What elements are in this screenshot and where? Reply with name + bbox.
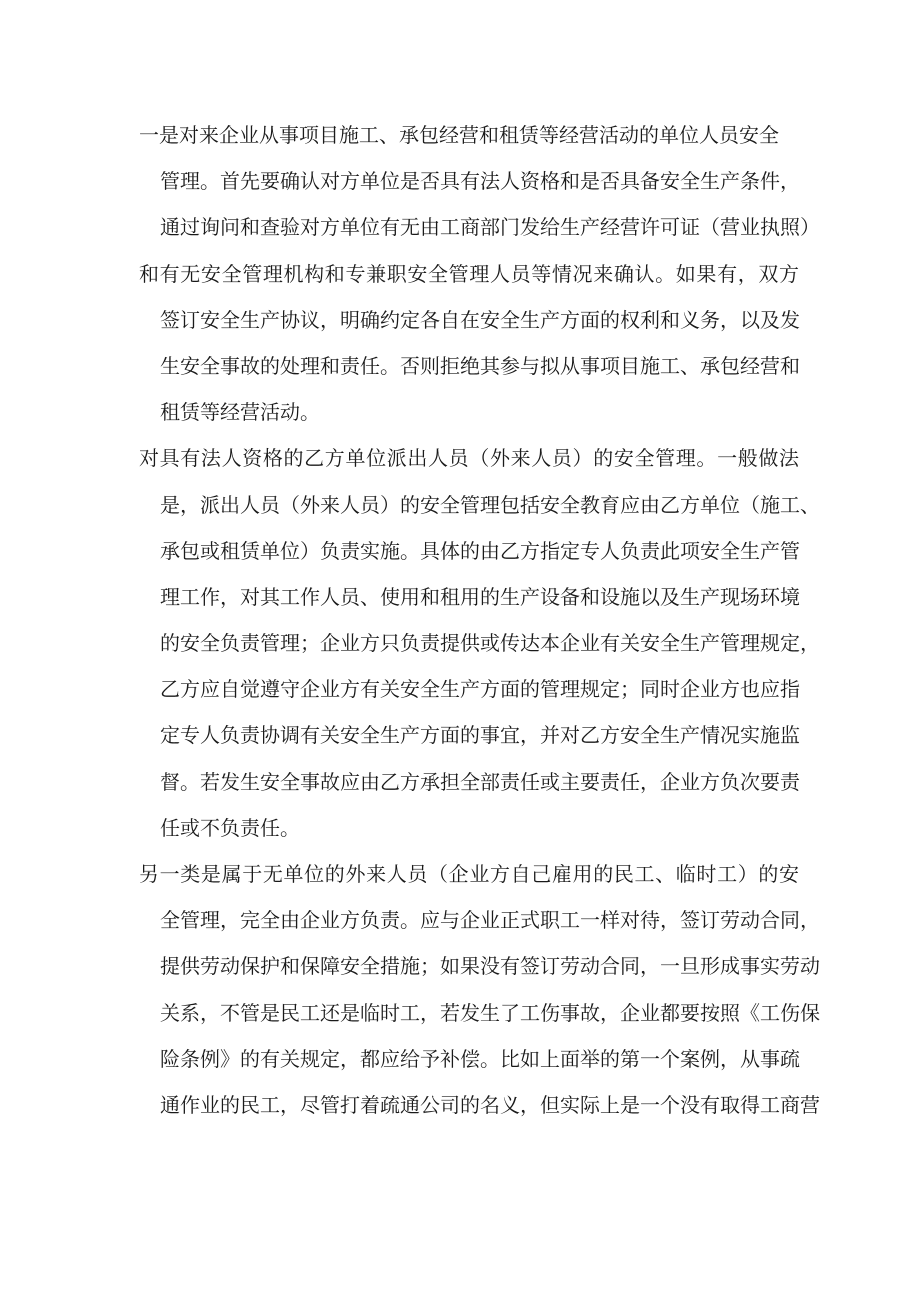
paragraph-3 — [139, 851, 820, 1128]
text-line: 是，派出人员（外来人员）的安全管理包括安全教育应由乙方单位（施工、 — [160, 492, 820, 517]
text-line: 险条例》的有关规定，都应给予补偿。比如上面举的第一个案例，从事疏 — [160, 1046, 800, 1071]
text-line: 签订安全生产协议，明确约定各自在安全生产方面的权利和义务，以及发 — [160, 307, 800, 332]
text-line: 通作业的民工，尽管打着疏通公司的名义，但实际上是一个没有取得工商营 — [160, 1092, 820, 1117]
text-line: 管理。首先要确认对方单位是否具有法人资格和是否具备安全生产条件， — [160, 169, 800, 194]
text-line: 关系，不管是民工还是临时工，若发生了工伤事故，企业都要按照《工伤保 — [160, 1000, 820, 1025]
text-line: 生安全事故的处理和责任。否则拒绝其参与拟从事项目施工、承包经营和 — [160, 353, 800, 378]
text-line: 定专人负责协调有关安全生产方面的事宜，并对乙方安全生产情况实施监 — [160, 723, 800, 748]
text-line: 通过询问和查验对方单位有无由工商部门发给生产经营许可证（营业执照） — [160, 215, 820, 240]
text-line: 提供劳动保护和保障安全措施；如果没有签订劳动合同，一旦形成事实劳动 — [160, 954, 820, 979]
text-line: 一是对来企业从事项目施工、承包经营和租赁等经营活动的单位人员安全 — [139, 123, 779, 147]
text-line: 的安全负责管理；企业方只负责提供或传达本企业有关安全生产管理规定， — [160, 631, 820, 656]
text-line: 和有无安全管理机构和专兼职安全管理人员等情况来确认。如果有，双方 — [139, 261, 799, 286]
text-line: 乙方应自觉遵守企业方有关安全生产方面的管理规定；同时企业方也应指 — [160, 677, 800, 702]
text-line: 督。若发生安全事故应由乙方承担全部责任或主要责任，企业方负次要责 — [160, 769, 800, 794]
text-line: 对具有法人资格的乙方单位派出人员（外来人员）的安全管理。一般做法 — [139, 446, 799, 471]
text-line: 承包或租赁单位）负责实施。具体的由乙方指定专人负责此项安全生产管 — [160, 538, 800, 563]
text-line: 另一类是属于无单位的外来人员（企业方自己雇用的民工、临时工）的安 — [139, 862, 799, 886]
paragraph-2 — [139, 435, 820, 851]
text-line: 任或不负责任。 — [160, 815, 300, 840]
document-body — [139, 112, 820, 1128]
text-line: 租赁等经营活动。 — [160, 400, 320, 425]
text-line: 全管理，完全由企业方负责。应与企业正式职工一样对待，签订劳动合同， — [160, 908, 820, 933]
text-line: 理工作，对其工作人员、使用和租用的生产设备和设施以及生产现场环境 — [160, 584, 800, 609]
paragraph-1 — [139, 112, 820, 435]
